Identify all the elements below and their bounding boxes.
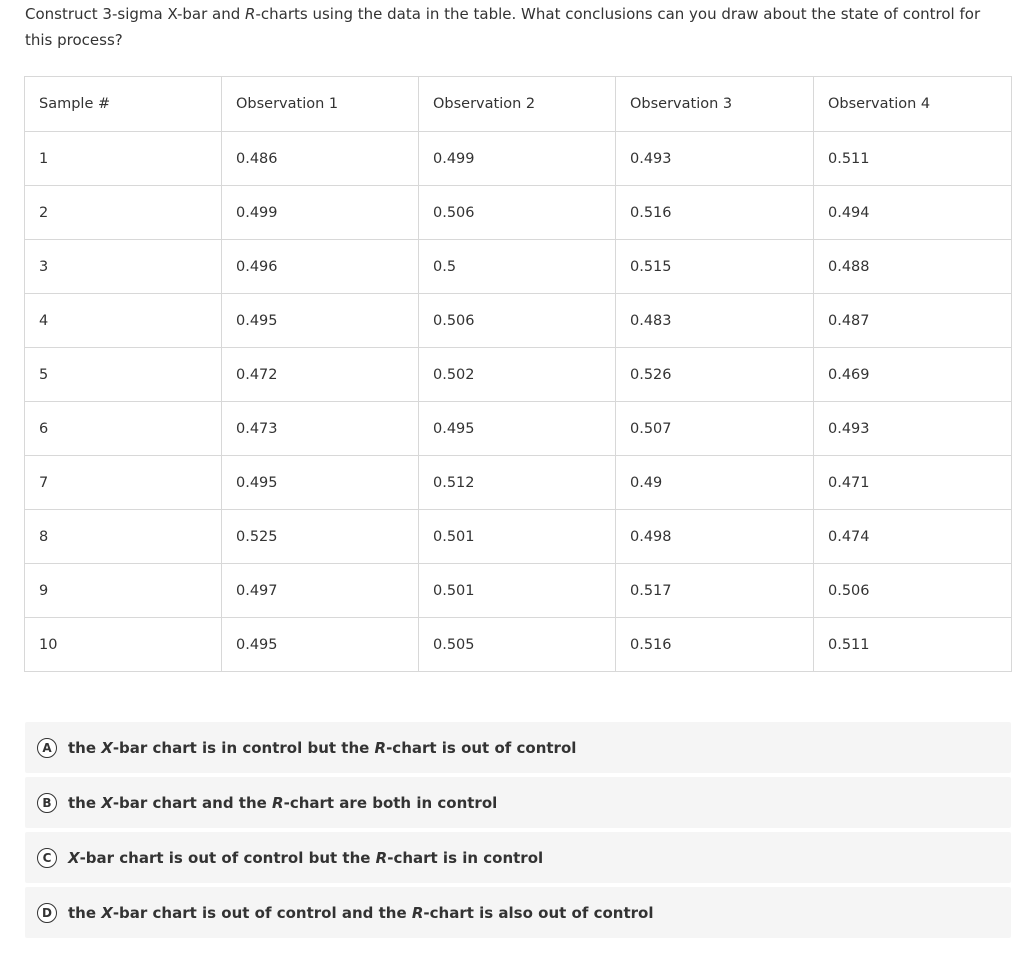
column-header: Observation 4 [814, 77, 1012, 132]
table-row [25, 510, 1012, 564]
observation-cell: 0.5 [419, 240, 616, 294]
observation-cell: 0.512 [419, 456, 616, 510]
table-row [25, 618, 1012, 672]
observation-cell: 0.517 [616, 564, 814, 618]
observation-cell: 0.505 [419, 618, 616, 672]
observation-cell: 0.471 [814, 456, 1012, 510]
option-label: the X-bar chart is out of control and the R-chart is also out of control [68, 903, 654, 922]
observation-cell: 0.472 [222, 348, 419, 402]
option-letter-badge: C [37, 848, 57, 868]
option-c[interactable] [25, 832, 1011, 883]
table-row [25, 240, 1012, 294]
answer-options [25, 722, 1011, 942]
column-header: Observation 3 [616, 77, 814, 132]
observation-cell: 0.516 [616, 618, 814, 672]
option-a[interactable] [25, 722, 1011, 773]
observation-cell: 0.49 [616, 456, 814, 510]
observation-cell: 0.511 [814, 618, 1012, 672]
table-row [25, 294, 1012, 348]
sample-number-cell: 4 [25, 294, 222, 348]
observation-cell: 0.506 [419, 186, 616, 240]
observation-cell: 0.498 [616, 510, 814, 564]
observation-cell: 0.487 [814, 294, 1012, 348]
option-letter-badge: D [37, 903, 57, 923]
option-label: the X-bar chart is in control but the R-chart is out of control [68, 738, 577, 757]
observation-cell: 0.497 [222, 564, 419, 618]
observation-cell: 0.495 [222, 294, 419, 348]
sample-number-cell: 8 [25, 510, 222, 564]
sample-number-cell: 10 [25, 618, 222, 672]
sample-number-cell: 6 [25, 402, 222, 456]
observation-cell: 0.499 [222, 186, 419, 240]
sample-number-cell: 2 [25, 186, 222, 240]
observation-cell: 0.506 [814, 564, 1012, 618]
sample-number-cell: 1 [25, 132, 222, 186]
column-header: Observation 1 [222, 77, 419, 132]
observation-cell: 0.507 [616, 402, 814, 456]
sample-number-cell: 9 [25, 564, 222, 618]
column-header: Sample # [25, 77, 222, 132]
observation-cell: 0.501 [419, 510, 616, 564]
observation-cell: 0.494 [814, 186, 1012, 240]
table-header-row [25, 77, 1012, 132]
sample-number-cell: 5 [25, 348, 222, 402]
option-letter-badge: A [37, 738, 57, 758]
observation-cell: 0.495 [222, 618, 419, 672]
column-header: Observation 2 [419, 77, 616, 132]
data-table [24, 76, 1012, 672]
observation-cell: 0.488 [814, 240, 1012, 294]
table-row [25, 564, 1012, 618]
observation-cell: 0.516 [616, 186, 814, 240]
observation-cell: 0.474 [814, 510, 1012, 564]
observation-cell: 0.486 [222, 132, 419, 186]
observation-cell: 0.506 [419, 294, 616, 348]
observation-cell: 0.493 [814, 402, 1012, 456]
observation-cell: 0.526 [616, 348, 814, 402]
option-d[interactable] [25, 887, 1011, 938]
observation-cell: 0.501 [419, 564, 616, 618]
table-row [25, 186, 1012, 240]
sample-number-cell: 3 [25, 240, 222, 294]
table-row [25, 402, 1012, 456]
table-row [25, 132, 1012, 186]
observation-cell: 0.483 [616, 294, 814, 348]
observation-cell: 0.496 [222, 240, 419, 294]
option-b[interactable] [25, 777, 1011, 828]
table-row [25, 456, 1012, 510]
question-text: Construct 3-sigma X-bar and R-charts using the data in the table. What conclusions can you draw about the state of control for this process? [25, 5, 981, 49]
option-label: the X-bar chart and the R-chart are both in control [68, 793, 498, 812]
observation-cell: 0.502 [419, 348, 616, 402]
observation-cell: 0.511 [814, 132, 1012, 186]
sample-number-cell: 7 [25, 456, 222, 510]
option-label: X-bar chart is out of control but the R-chart is in control [68, 848, 544, 867]
observation-cell: 0.495 [419, 402, 616, 456]
observation-cell: 0.493 [616, 132, 814, 186]
observation-cell: 0.469 [814, 348, 1012, 402]
option-letter-badge: B [37, 793, 57, 813]
observation-cell: 0.525 [222, 510, 419, 564]
observation-cell: 0.499 [419, 132, 616, 186]
observation-cell: 0.473 [222, 402, 419, 456]
observation-cell: 0.515 [616, 240, 814, 294]
observation-cell: 0.495 [222, 456, 419, 510]
table-row [25, 348, 1012, 402]
